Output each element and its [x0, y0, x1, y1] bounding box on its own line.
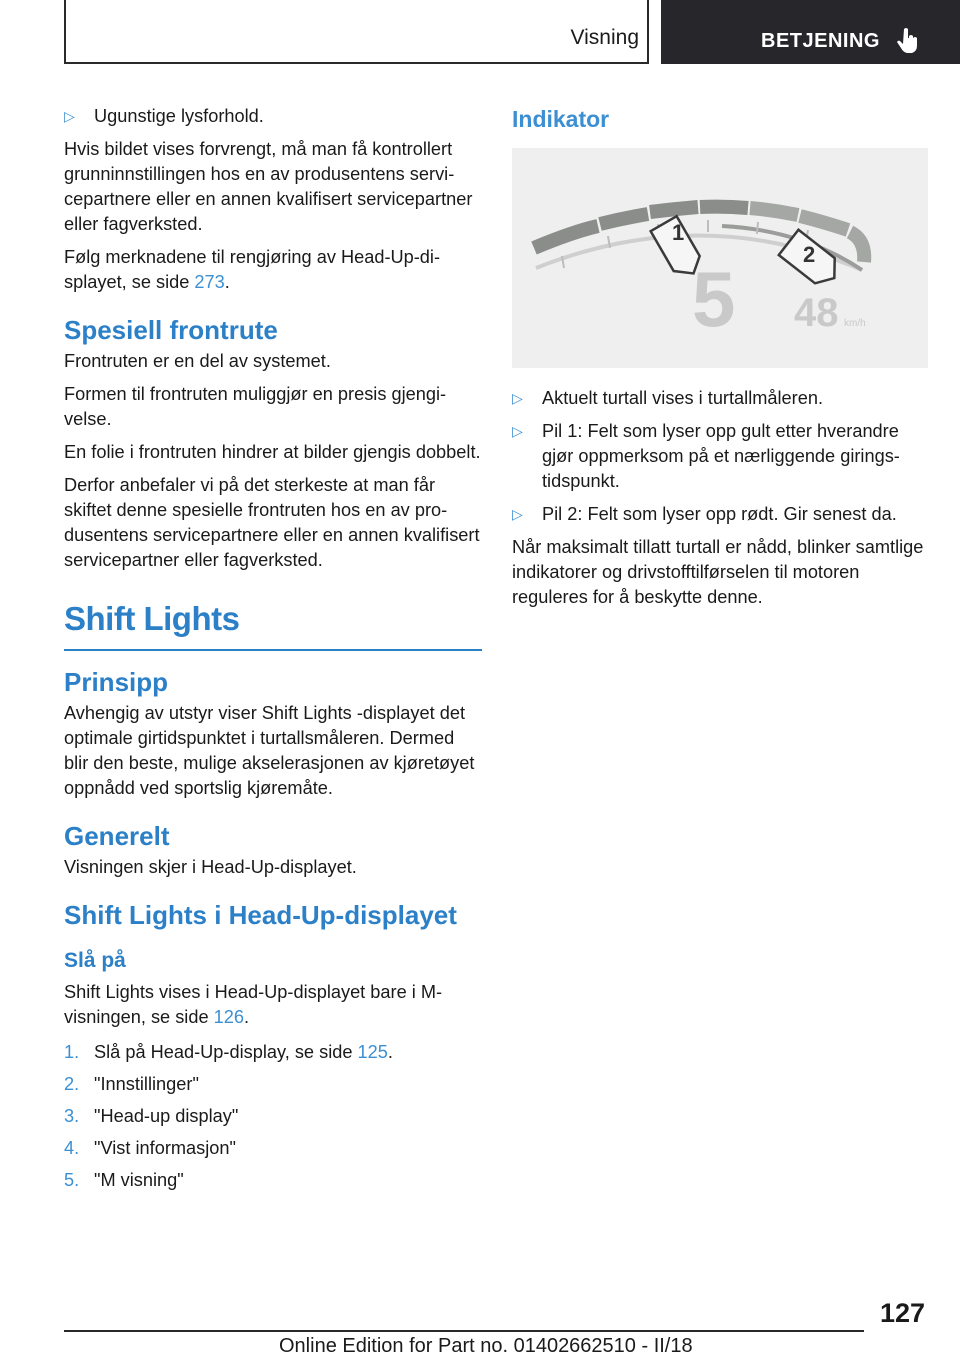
section-title: Visning [570, 26, 639, 49]
paragraph-end: . [224, 272, 230, 292]
heading-shift-lights-hud: Shift Lights i Head-Up-displayet [64, 900, 457, 930]
arc-segment [850, 232, 864, 262]
page-link[interactable]: 126 [213, 1007, 244, 1027]
arc-segment [800, 216, 848, 230]
arc-segment [750, 208, 798, 215]
shift-lights-illustration [512, 148, 928, 368]
arc-segment [534, 226, 598, 248]
paragraph: En folie i frontruten hindrer at bilder gjengis dobbelt. [64, 442, 481, 462]
list-item [512, 502, 928, 527]
heading-spesiell-frontrute: Spesiell frontrute [64, 315, 278, 345]
left-column [64, 104, 482, 1200]
step-number: 3. [64, 1106, 80, 1126]
paragraph: Hvis bildet vises forvrengt, må man få kontrollert grunninnstillingen hos en av produsentens servicepartnere eller en annen kvalifisert servicepartner eller fagverksted. [64, 139, 473, 234]
step-text: "M visning" [94, 1170, 184, 1190]
chapter-tab [661, 0, 960, 64]
arc-segment [650, 207, 698, 212]
heading-indikator: Indikator [512, 106, 610, 132]
paragraph: Frontruten er en del av systemet. [64, 351, 331, 371]
paragraph: Visningen skjer i Head-Up-displayet. [64, 857, 357, 877]
bullet-triangle-icon: ▷ [64, 108, 75, 124]
paragraph [64, 245, 482, 295]
list-item [64, 1072, 482, 1097]
bullet-triangle-icon: ▷ [512, 506, 523, 522]
pointing-hand-icon [897, 27, 919, 53]
step-number: 1. [64, 1042, 80, 1062]
bullet-text: Pil 1: Felt som lyser opp gult etter hverandre gjør oppmerksom på et nærliggende giringstidspunkt. [542, 421, 900, 491]
arc-segment [700, 207, 748, 208]
step-text: "Head-up display" [94, 1106, 239, 1126]
bullet-triangle-icon: ▷ [512, 423, 523, 439]
gear-display: 5 [692, 255, 736, 343]
paragraph [64, 980, 482, 1030]
page-link[interactable]: 125 [357, 1042, 388, 1062]
step-number: 4. [64, 1138, 80, 1158]
paragraph-end: . [244, 1007, 250, 1027]
paragraph-text: Følg merknadene til rengjøring av Head-Up-displayet, se side [64, 247, 441, 292]
footer-rule [64, 1330, 864, 1332]
page-number: 127 [880, 1298, 926, 1328]
step-text: Slå på Head-Up-display, se side [94, 1042, 358, 1062]
arrow-2-label: 2 [803, 242, 816, 267]
bullet-text: Ugunstige lysforhold. [94, 106, 264, 126]
step-text: "Innstillinger" [94, 1074, 199, 1094]
list-item [64, 104, 482, 129]
steps-list [64, 1040, 482, 1193]
list-item [512, 419, 928, 494]
heading-rule [64, 649, 482, 651]
list-item [64, 1168, 482, 1193]
paragraph-text: Shift Lights vises i Head-Up-displayet bare i M-visningen, se side [64, 982, 443, 1027]
list-item [64, 1136, 482, 1161]
right-column [512, 104, 928, 618]
heading-generelt: Generelt [64, 821, 170, 851]
step-number: 5. [64, 1170, 80, 1190]
bullet-triangle-icon: ▷ [512, 390, 523, 406]
list-item [64, 1040, 482, 1065]
heading-prinsipp: Prinsipp [64, 667, 169, 697]
arc-segment [600, 214, 648, 224]
edition-footer: Online Edition for Part no. 01402662510 - II/18 [279, 1335, 693, 1357]
list-item [512, 386, 928, 411]
step-text: "Vist informasjon" [94, 1138, 236, 1158]
speed-display: 48 [794, 291, 839, 335]
bullet-text: Aktuelt turtall vises i turtallmåleren. [542, 388, 824, 408]
step-number: 2. [64, 1074, 80, 1094]
heading-shift-lights: Shift Lights [64, 600, 240, 637]
paragraph: Formen til frontruten muliggjør en presis gjengivelse. [64, 384, 447, 429]
paragraph: Derfor anbefaler vi på det sterkeste at man får skiftet denne spesielle frontruten hos en av produsentens servicepartnere eller en annen kvalifisert servicepartner eller fagverksted. [64, 475, 480, 570]
bullet-text: Pil 2: Felt som lyser opp rødt. Gir senest da. [542, 504, 897, 524]
arrow-1-label: 1 [672, 220, 685, 245]
paragraph: Når maksimalt tillatt turtall er nådd, blinker samtlige indikatorer og drivstofftilførselen til motoren reguleres for å beskytte denne. [512, 537, 924, 607]
shift-lights-figure [512, 148, 928, 368]
heading-sla-pa: Slå på [64, 949, 126, 972]
page-link[interactable]: 273 [194, 272, 225, 292]
chapter-title: BETJENING [761, 30, 880, 52]
step-end: . [387, 1042, 393, 1062]
speed-unit: km/h [844, 318, 866, 329]
paragraph: Avhengig av utstyr viser Shift Lights -displayet det optimale girtidspunktet i turtallsmåleren. Dermed blir den beste, mulige akselerasjonen av kjøretøyet oppnådd ved sportslig kjøremåte. [64, 703, 475, 798]
running-header-box [64, 0, 649, 64]
list-item [64, 1104, 482, 1129]
